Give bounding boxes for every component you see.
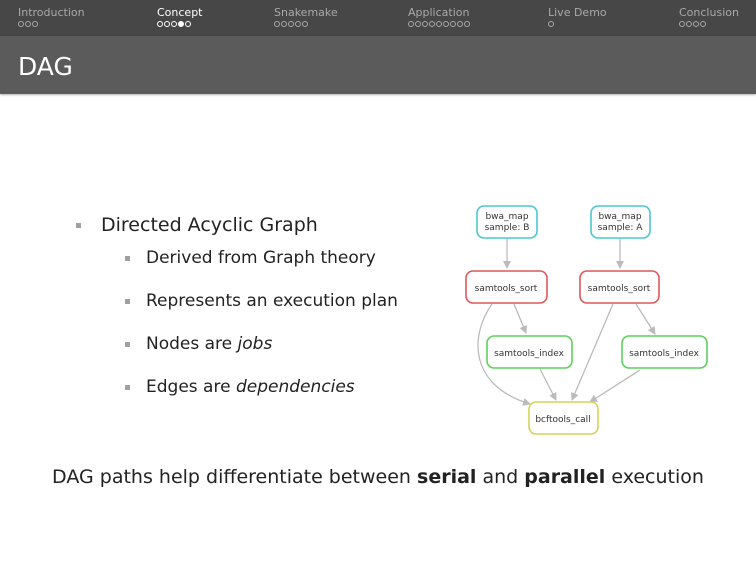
bullet-text-prefix: Edges are [146,377,236,397]
node-bwa-map-sample-b [477,206,537,238]
node-label: samtools_sort [587,284,651,294]
edge-index-left-to-call [540,369,556,400]
node-label: samtools_sort [474,284,538,294]
footer-text: execution [605,466,704,488]
slide-title: DAG [18,52,73,81]
footer-bold-serial: serial [417,466,477,488]
node-box [477,206,537,238]
footer-text: and [476,466,525,488]
dag-edges [478,239,655,404]
nav-section-label: Snakemake [274,6,338,19]
node-bcftools-call [529,402,598,434]
edge-sort-right-to-index-right [636,304,655,334]
edge-sort-right-to-call [572,304,613,400]
bullet-text: Derived from Graph theory [146,248,376,268]
bullet-text: Represents an execution plan [146,291,398,311]
nav-section-label: Conclusion [679,6,739,19]
node-label: samtools_index [629,349,699,359]
node-box [591,206,650,238]
node-samtools-sort-left [466,271,547,303]
node-label: sample: B [484,223,530,233]
footer-text: DAG paths help differentiate between [52,466,418,488]
nav-section-label: Live Demo [548,6,607,19]
nav-section-label: Application [408,6,470,19]
node-label: bwa_map [598,212,642,222]
edge-index-right-to-call [590,370,640,402]
footer-statement [0,466,756,488]
edge-sort-left-to-index-left [514,304,526,333]
bullet-text: Directed Acyclic Graph [101,214,318,236]
node-label: bcftools_call [535,415,591,425]
nav-section-label: Concept [157,6,203,19]
nav-section-label: Introduction [18,6,85,19]
bullet-text-emphasis: dependencies [235,377,355,397]
node-label: samtools_index [494,349,564,359]
node-samtools-index-left [487,336,572,368]
node-bwa-map-sample-a [591,206,650,238]
node-samtools-sort-right [580,271,659,303]
node-label: bwa_map [485,212,529,222]
node-label: sample: A [597,223,643,233]
bullet-text-prefix: Nodes are [146,334,238,354]
footer-bold-parallel: parallel [524,466,606,488]
node-samtools-index-right [622,336,707,368]
bullet-text-emphasis: jobs [237,334,273,354]
